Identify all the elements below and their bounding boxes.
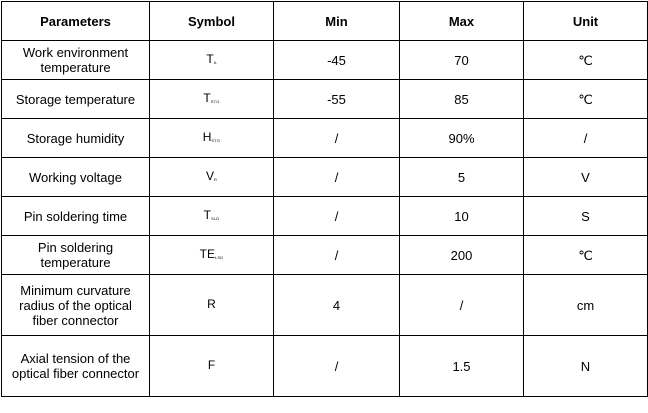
symbol-subscript: STG <box>211 137 221 143</box>
parameter-cell: Storage humidity <box>2 119 150 158</box>
min-cell: / <box>274 158 400 197</box>
table-row <box>2 275 648 336</box>
unit-cell: ℃ <box>524 236 648 275</box>
header-max: Max <box>400 2 524 41</box>
symbol-cell <box>150 158 274 197</box>
table-row <box>2 80 648 119</box>
symbol-subscript: STG <box>210 98 220 104</box>
parameter-cell: Storage temperature <box>2 80 150 119</box>
table-row <box>2 41 648 80</box>
max-cell: 5 <box>400 158 524 197</box>
header-unit: Unit <box>524 2 648 41</box>
parameter-cell: Pin soldering temperature <box>2 236 150 275</box>
max-cell: 10 <box>400 197 524 236</box>
parameter-cell: Minimum curvature radius of the optical fiber connector <box>2 275 150 336</box>
min-cell: / <box>274 119 400 158</box>
parameter-cell: Axial tension of the optical fiber connector <box>2 336 150 397</box>
symbol-cell <box>150 119 274 158</box>
specifications-table <box>1 1 648 397</box>
min-cell: -55 <box>274 80 400 119</box>
min-cell: 4 <box>274 275 400 336</box>
max-cell: 200 <box>400 236 524 275</box>
unit-cell: S <box>524 197 648 236</box>
parameter-cell: Working voltage <box>2 158 150 197</box>
symbol-cell <box>150 275 274 336</box>
symbol-cell <box>150 80 274 119</box>
symbol-main: R <box>207 296 216 311</box>
unit-cell: / <box>524 119 648 158</box>
header-symbol: Symbol <box>150 2 274 41</box>
table-row <box>2 336 648 397</box>
unit-cell: ℃ <box>524 41 648 80</box>
max-cell: 85 <box>400 80 524 119</box>
symbol-main: TE <box>199 246 215 261</box>
symbol-main: H <box>202 129 212 144</box>
parameter-cell: Pin soldering time <box>2 197 150 236</box>
max-cell: / <box>400 275 524 336</box>
max-cell: 90% <box>400 119 524 158</box>
parameter-cell: Work environment temperature <box>2 41 150 80</box>
symbol-main: T <box>203 207 211 222</box>
symbol-cell <box>150 197 274 236</box>
header-parameters: Parameters <box>2 2 150 41</box>
header-min: Min <box>274 2 400 41</box>
min-cell: / <box>274 197 400 236</box>
min-cell: / <box>274 336 400 397</box>
table-row <box>2 197 648 236</box>
symbol-cell <box>150 41 274 80</box>
symbol-main: V <box>205 168 214 183</box>
table-row <box>2 158 648 197</box>
header-row <box>2 2 648 41</box>
symbol-subscript: SLD <box>210 215 220 221</box>
symbol-main: F <box>207 357 216 372</box>
symbol-main: T <box>203 90 211 105</box>
table-row <box>2 236 648 275</box>
unit-cell: V <box>524 158 648 197</box>
symbol-subscript: A <box>213 59 217 65</box>
max-cell: 70 <box>400 41 524 80</box>
table-row <box>2 119 648 158</box>
max-cell: 1.5 <box>400 336 524 397</box>
unit-cell: cm <box>524 275 648 336</box>
symbol-subscript: R <box>213 176 218 182</box>
min-cell: / <box>274 236 400 275</box>
min-cell: -45 <box>274 41 400 80</box>
symbol-subscript: LSD <box>214 254 224 260</box>
symbol-cell <box>150 236 274 275</box>
symbol-cell <box>150 336 274 397</box>
symbol-main: T <box>206 51 214 66</box>
unit-cell: ℃ <box>524 80 648 119</box>
unit-cell: N <box>524 336 648 397</box>
